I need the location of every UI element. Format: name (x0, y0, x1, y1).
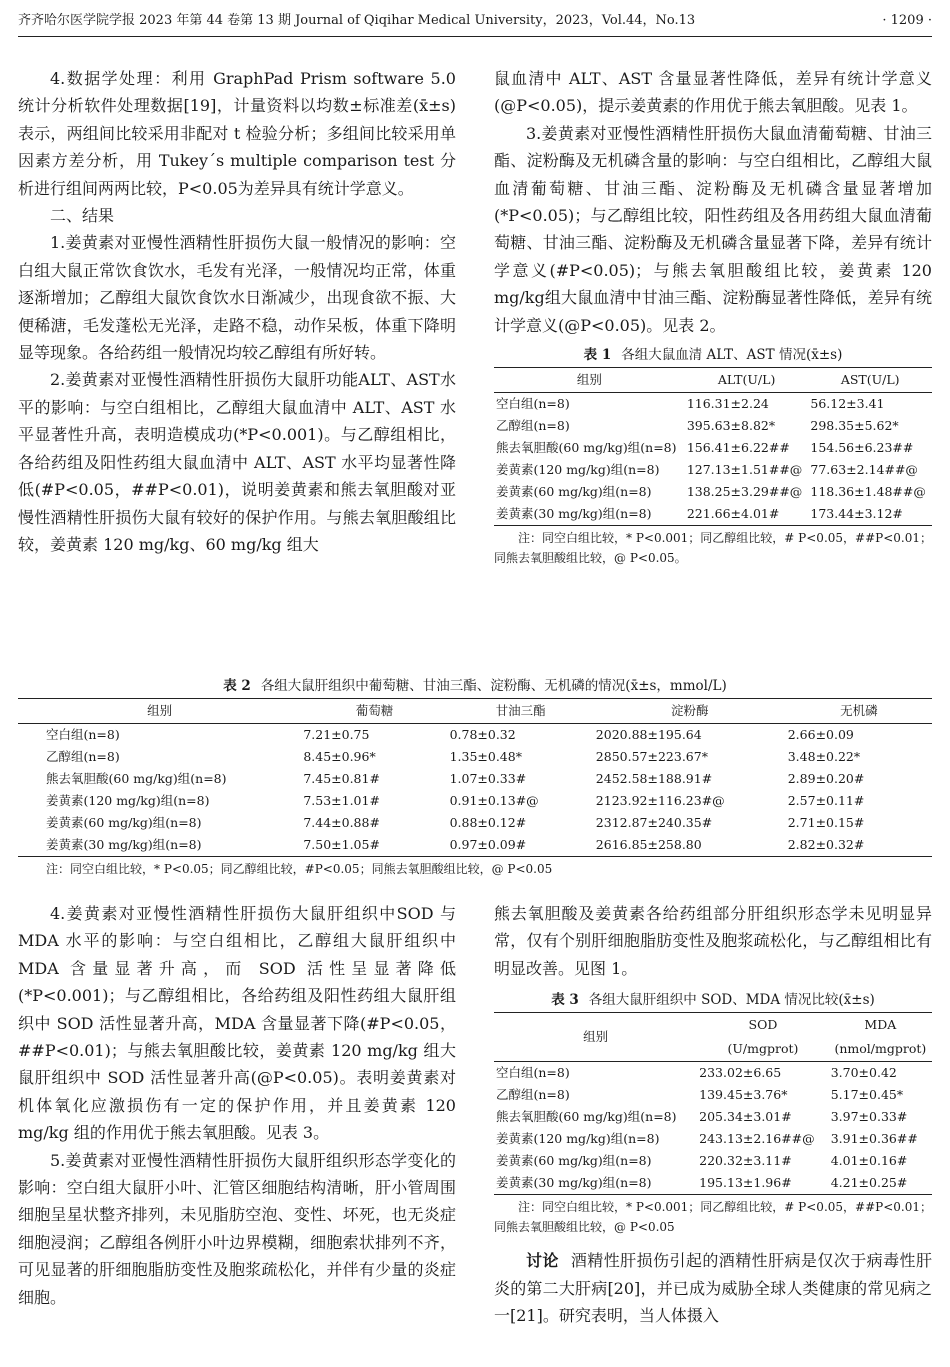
table-3 (494, 990, 932, 1237)
left-column-top (18, 65, 456, 558)
table-row (494, 1172, 932, 1195)
table-3-unit-mda: (nmol/mgprot) (829, 1037, 932, 1062)
table-row (494, 1128, 932, 1150)
table-cell: 1.07±0.33# (449, 771, 527, 786)
table-cell: 2850.57±223.67* (595, 749, 708, 764)
table-cell: 139.45±3.76* (699, 1087, 788, 1103)
table-cell: 姜黄素(30 mg/kg)组(n=8) (494, 1172, 697, 1195)
table-cell: 205.34±3.01# (699, 1109, 792, 1125)
table-cell: 173.44±3.12# (808, 503, 932, 526)
table-1-label: 表 1 (583, 347, 612, 364)
table-1 (494, 345, 932, 568)
table-cell: 熊去氧胆酸(60 mg/kg)组(n=8) (46, 771, 227, 786)
paragraph-discussion (494, 1247, 932, 1329)
discussion-label: 讨论 (526, 1251, 559, 1271)
table-cell: 77.63±2.14##@ (810, 462, 918, 478)
table-cell: 2123.92±116.23#@ (595, 793, 725, 808)
table-row (494, 1150, 932, 1172)
left-column-bottom (18, 900, 456, 1311)
table-1-note: 注：同空白组比较，* P<0.001；同乙醇组比较，# P<0.05，##P<0.01；同熊去氧胆酸组比较，@ P<0.05。 (494, 531, 932, 566)
table-row (18, 834, 932, 857)
table-cell: 2020.88±195.64 (595, 727, 702, 742)
page-number: · 1209 · (882, 13, 932, 28)
table-cell: 116.31±2.24 (686, 396, 769, 412)
table-2-header-glucose: 葡萄糖 (301, 699, 447, 724)
table-row (494, 1062, 932, 1085)
table-cell: 7.21±0.75 (303, 727, 370, 742)
table-cell: 2312.87±240.35# (595, 815, 713, 830)
table-cell: 姜黄素(60 mg/kg)组(n=8) (46, 815, 202, 830)
table-3-header-sod: SOD (697, 1013, 829, 1038)
table-cell: 熊去氧胆酸(60 mg/kg)组(n=8) (496, 1109, 677, 1125)
table-cell: 118.36±1.48##@ (810, 484, 926, 500)
table-cell: 138.25±3.29##@ (686, 484, 803, 500)
table-row (494, 415, 932, 437)
table-2-header-phosphorus: 无机磷 (786, 699, 932, 724)
right-column-top (494, 65, 932, 568)
table-3-title: 各组大鼠肝组织中 SOD、MDA 情况比较(x̄±s) (588, 992, 875, 1009)
table-row (494, 437, 932, 459)
paragraph-result-2-cont: 鼠血清中 ALT、AST 含量显著性降低，差异有统计学意义(@P<0.05)，提示姜黄素的作用优于熊去氧胆酸。见表 1。 (494, 69, 932, 116)
table-1-header-alt: ALT(U/L) (685, 368, 809, 393)
table-cell: 7.50±1.05# (301, 834, 447, 857)
table-cell: 姜黄素(30 mg/kg)组(n=8) (494, 503, 685, 526)
discussion-text: 酒精性肝损伤引起的酒精性肝病是仅次于病毒性肝炎的第二大肝病[20]，并已成为威胁全球人类健康的常见病之一[21]。研究表明，当人体摄入 (494, 1251, 932, 1326)
table-cell: 220.32±3.11# (699, 1153, 792, 1169)
table-1-header-group: 组别 (494, 368, 685, 393)
table-2-title: 各组大鼠肝组织中葡萄糖、甘油三酯、淀粉酶、无机磷的情况(x̄±s，mmol/L) (260, 678, 727, 694)
table-3-unit-sod: (U/mgprot) (697, 1037, 829, 1062)
table-cell: 56.12±3.41 (810, 396, 885, 412)
table-cell: 乙醇组(n=8) (496, 418, 570, 434)
table-cell: 4.01±0.16# (830, 1153, 908, 1169)
table-row (494, 393, 932, 416)
table-row (18, 812, 932, 834)
table-cell: 乙醇组(n=8) (46, 749, 120, 764)
table-cell: 0.91±0.13#@ (449, 793, 539, 808)
table-2-label: 表 2 (223, 678, 251, 694)
table-cell: 233.02±6.65 (699, 1065, 782, 1081)
table-3-note: 注：同空白组比较，* P<0.001；同乙醇组比较，# P<0.05，##P<0.01；同熊去氧胆酸组比较，@ P<0.05 (494, 1200, 932, 1235)
table-3-header-mda: MDA (829, 1013, 932, 1038)
table-cell: 2.89±0.20# (787, 771, 865, 786)
table-cell: 8.45±0.96* (303, 749, 376, 764)
running-header (18, 6, 932, 37)
table-cell: 姜黄素(60 mg/kg)组(n=8) (496, 1153, 652, 1169)
table-row (494, 1084, 932, 1106)
table-cell: 乙醇组(n=8) (496, 1087, 570, 1103)
table-row (494, 503, 932, 526)
table-row (494, 481, 932, 503)
table-3-label: 表 3 (551, 992, 579, 1009)
table-row (18, 724, 932, 747)
paragraph-result-3: 3.姜黄素对亚慢性酒精性肝损伤大鼠血清葡萄糖、甘油三酯、淀粉酶及无机磷含量的影响：与空白组相比，乙醇组大鼠血清葡萄糖、甘油三酯、淀粉酶及无机磷含量显著增加(*P<0.05)；与乙醇组比较，阳性药组及各用药组大鼠血清葡萄糖、甘油三酯、淀粉酶及无机磷含量显著下降，差异有统计学意义(#P<0.05)；与熊去氧胆酸组比较，姜黄素 120 mg/kg组大鼠血清中甘油三酯、淀粉酶显著性降低，差异有统计学意义(@P<0.05)。见表 2。 (494, 123, 932, 335)
paragraph-result-1: 1.姜黄素对亚慢性酒精性肝损伤大鼠一般情况的影响：空白组大鼠正常饮食饮水，毛发有光泽，一般情况均正常，体重逐渐增加；乙醇组大鼠饮食饮水日渐减少，出现食欲不振、大便稀溏，毛发蓬松无光泽，走路不稳，动作呆板，体重下降明显等现象。各给药组一般情况均较乙醇组有所好转。 (18, 233, 456, 363)
table-cell: 1.35±0.48* (449, 749, 522, 764)
table-row (494, 1106, 932, 1128)
table-cell: 2.82±0.32# (786, 834, 932, 857)
table-cell: 姜黄素(30 mg/kg)组(n=8) (18, 834, 301, 857)
table-cell: 195.13±1.96# (697, 1172, 829, 1195)
table-1-header-ast: AST(U/L) (808, 368, 932, 393)
table-cell: 2.71±0.15# (787, 815, 865, 830)
table-row (18, 746, 932, 768)
table-cell: 243.13±2.16##@ (699, 1131, 815, 1147)
table-cell: 2452.58±188.91# (595, 771, 713, 786)
table-cell: 7.45±0.81# (303, 771, 380, 786)
table-cell: 3.91±0.36## (830, 1131, 918, 1147)
table-cell: 0.78±0.32 (449, 727, 516, 742)
table-3-header-group: 组别 (494, 1013, 697, 1062)
table-cell: 395.63±8.82* (686, 418, 776, 434)
table-cell: 熊去氧胆酸(60 mg/kg)组(n=8) (496, 440, 677, 456)
paragraph-result-4: 4.姜黄素对亚慢性酒精性肝损伤大鼠肝组织中SOD 与 MDA 水平的影响：与空白组相比，乙醇组大鼠肝组织中 MDA 含量显著升高，而 SOD 活性呈显著降低(*P<0.001)；与乙醇组相比，各给药组及阳性药组大鼠肝组织中 SOD 活性显著升高，MDA 含量显著下降(#P<0.05，##P<0.01)；与熊去氧胆酸比较，姜黄素 120 mg/kg 组大鼠肝组织中 SOD 活性显著升高(@P<0.05)。表明姜黄素对机体氧化应激损伤有一定的保护作用，并且姜黄素 120 mg/kg 组的作用优于熊去氧胆酸。见表 3。 (18, 904, 456, 1143)
paragraph-result-5-cont: 熊去氧胆酸及姜黄素各给药组部分肝组织形态学未见明显异常，仅有个别肝细胞脂肪变性及胞浆疏松化，与乙醇组相比有明显改善。见图 1。 (494, 904, 932, 978)
table-cell: 0.97±0.09# (448, 834, 594, 857)
table-2-header-amylase: 淀粉酶 (594, 699, 786, 724)
table-cell: 7.44±0.88# (303, 815, 380, 830)
table-cell: 2.57±0.11# (787, 793, 865, 808)
table-cell: 空白组(n=8) (496, 1065, 570, 1081)
table-cell: 空白组(n=8) (496, 396, 570, 412)
journal-header: 齐齐哈尔医学院学报 2023 年第 44 卷第 13 期 Journal of Qiqihar Medical University，2023，Vol.44，No.13 (18, 13, 696, 28)
table-2-note: 注：同空白组比较，* P<0.05；同乙醇组比较，#P<0.05；同熊去氧胆酸组比较，@ P<0.05 (46, 862, 553, 876)
right-column-bottom (494, 900, 932, 1329)
table-row (494, 459, 932, 481)
paragraph-result-5: 5.姜黄素对亚慢性酒精性肝损伤大鼠肝组织形态学变化的影响：空白组大鼠肝小叶、汇管区细胞结构清晰，肝小管周围细胞呈星状整齐排列，未见脂肪空泡、变性、坏死，也无炎症细胞浸润；乙醇组各例肝小叶边界模糊，细胞索状排列不齐，可见显著的肝细胞脂肪变性及胞浆疏松化，并伴有少量的炎症细胞。 (18, 1150, 456, 1307)
table-cell: 2.66±0.09 (787, 727, 854, 742)
table-cell: 3.48±0.22* (787, 749, 861, 764)
table-cell: 3.70±0.42 (830, 1065, 897, 1081)
table-cell: 0.88±0.12# (449, 815, 527, 830)
paragraph-result-2: 2.姜黄素对亚慢性酒精性肝损伤大鼠肝功能ALT、AST水平的影响：与空白组相比，乙醇组大鼠血清中 ALT、AST 水平显著性升高，表明造模成功(*P<0.001)。与乙醇组相比，各给药组及阳性药组大鼠血清中 ALT、AST 水平均显著性降低(#P<0.05，##P<0.01)，说明姜黄素和熊去氧胆酸对亚慢性酒精性肝损伤大鼠有较好的保护作用。与熊去氧胆酸组比较，姜黄素 120 mg/kg、60 mg/kg 组大 (18, 370, 456, 554)
table-cell: 154.56±6.23## (810, 440, 914, 456)
table-cell: 127.13±1.51##@ (686, 462, 803, 478)
paragraph-statistics: 4.数据学处理：利用 GraphPad Prism software 5.0 统计分析软件处理数据[19]，计量资料以均数±标准差(x̄±s)表示，两组间比较采用非配对 t 检验分析；多组间比较采用单因素方差分析，用 Tukey´s multiple comparison test 分析进行组间两两比较，P<0.05为差异具有统计学意义。 (18, 69, 456, 198)
table-cell: 2616.85±258.80 (594, 834, 786, 857)
table-cell: 3.97±0.33# (830, 1109, 908, 1125)
table-cell: 5.17±0.45* (830, 1087, 904, 1103)
table-2-header-group: 组别 (18, 699, 301, 724)
table-row (18, 768, 932, 790)
table-cell: 221.66±4.01# (685, 503, 809, 526)
table-2-header-tg: 甘油三酯 (448, 699, 594, 724)
table-cell: 7.53±1.01# (303, 793, 380, 808)
table-row (18, 790, 932, 812)
table-cell: 姜黄素(60 mg/kg)组(n=8) (496, 484, 652, 500)
table-cell: 姜黄素(120 mg/kg)组(n=8) (496, 1131, 660, 1147)
table-2 (18, 672, 932, 879)
section-heading-results: 二、结果 (50, 206, 115, 226)
table-cell: 4.21±0.25# (829, 1172, 932, 1195)
table-cell: 姜黄素(120 mg/kg)组(n=8) (496, 462, 660, 478)
table-cell: 姜黄素(120 mg/kg)组(n=8) (46, 793, 210, 808)
table-cell: 298.35±5.62* (810, 418, 899, 434)
table-1-title: 各组大鼠血清 ALT、AST 情况(x̄±s) (621, 347, 843, 364)
table-cell: 空白组(n=8) (46, 727, 120, 742)
table-cell: 156.41±6.22## (686, 440, 790, 456)
